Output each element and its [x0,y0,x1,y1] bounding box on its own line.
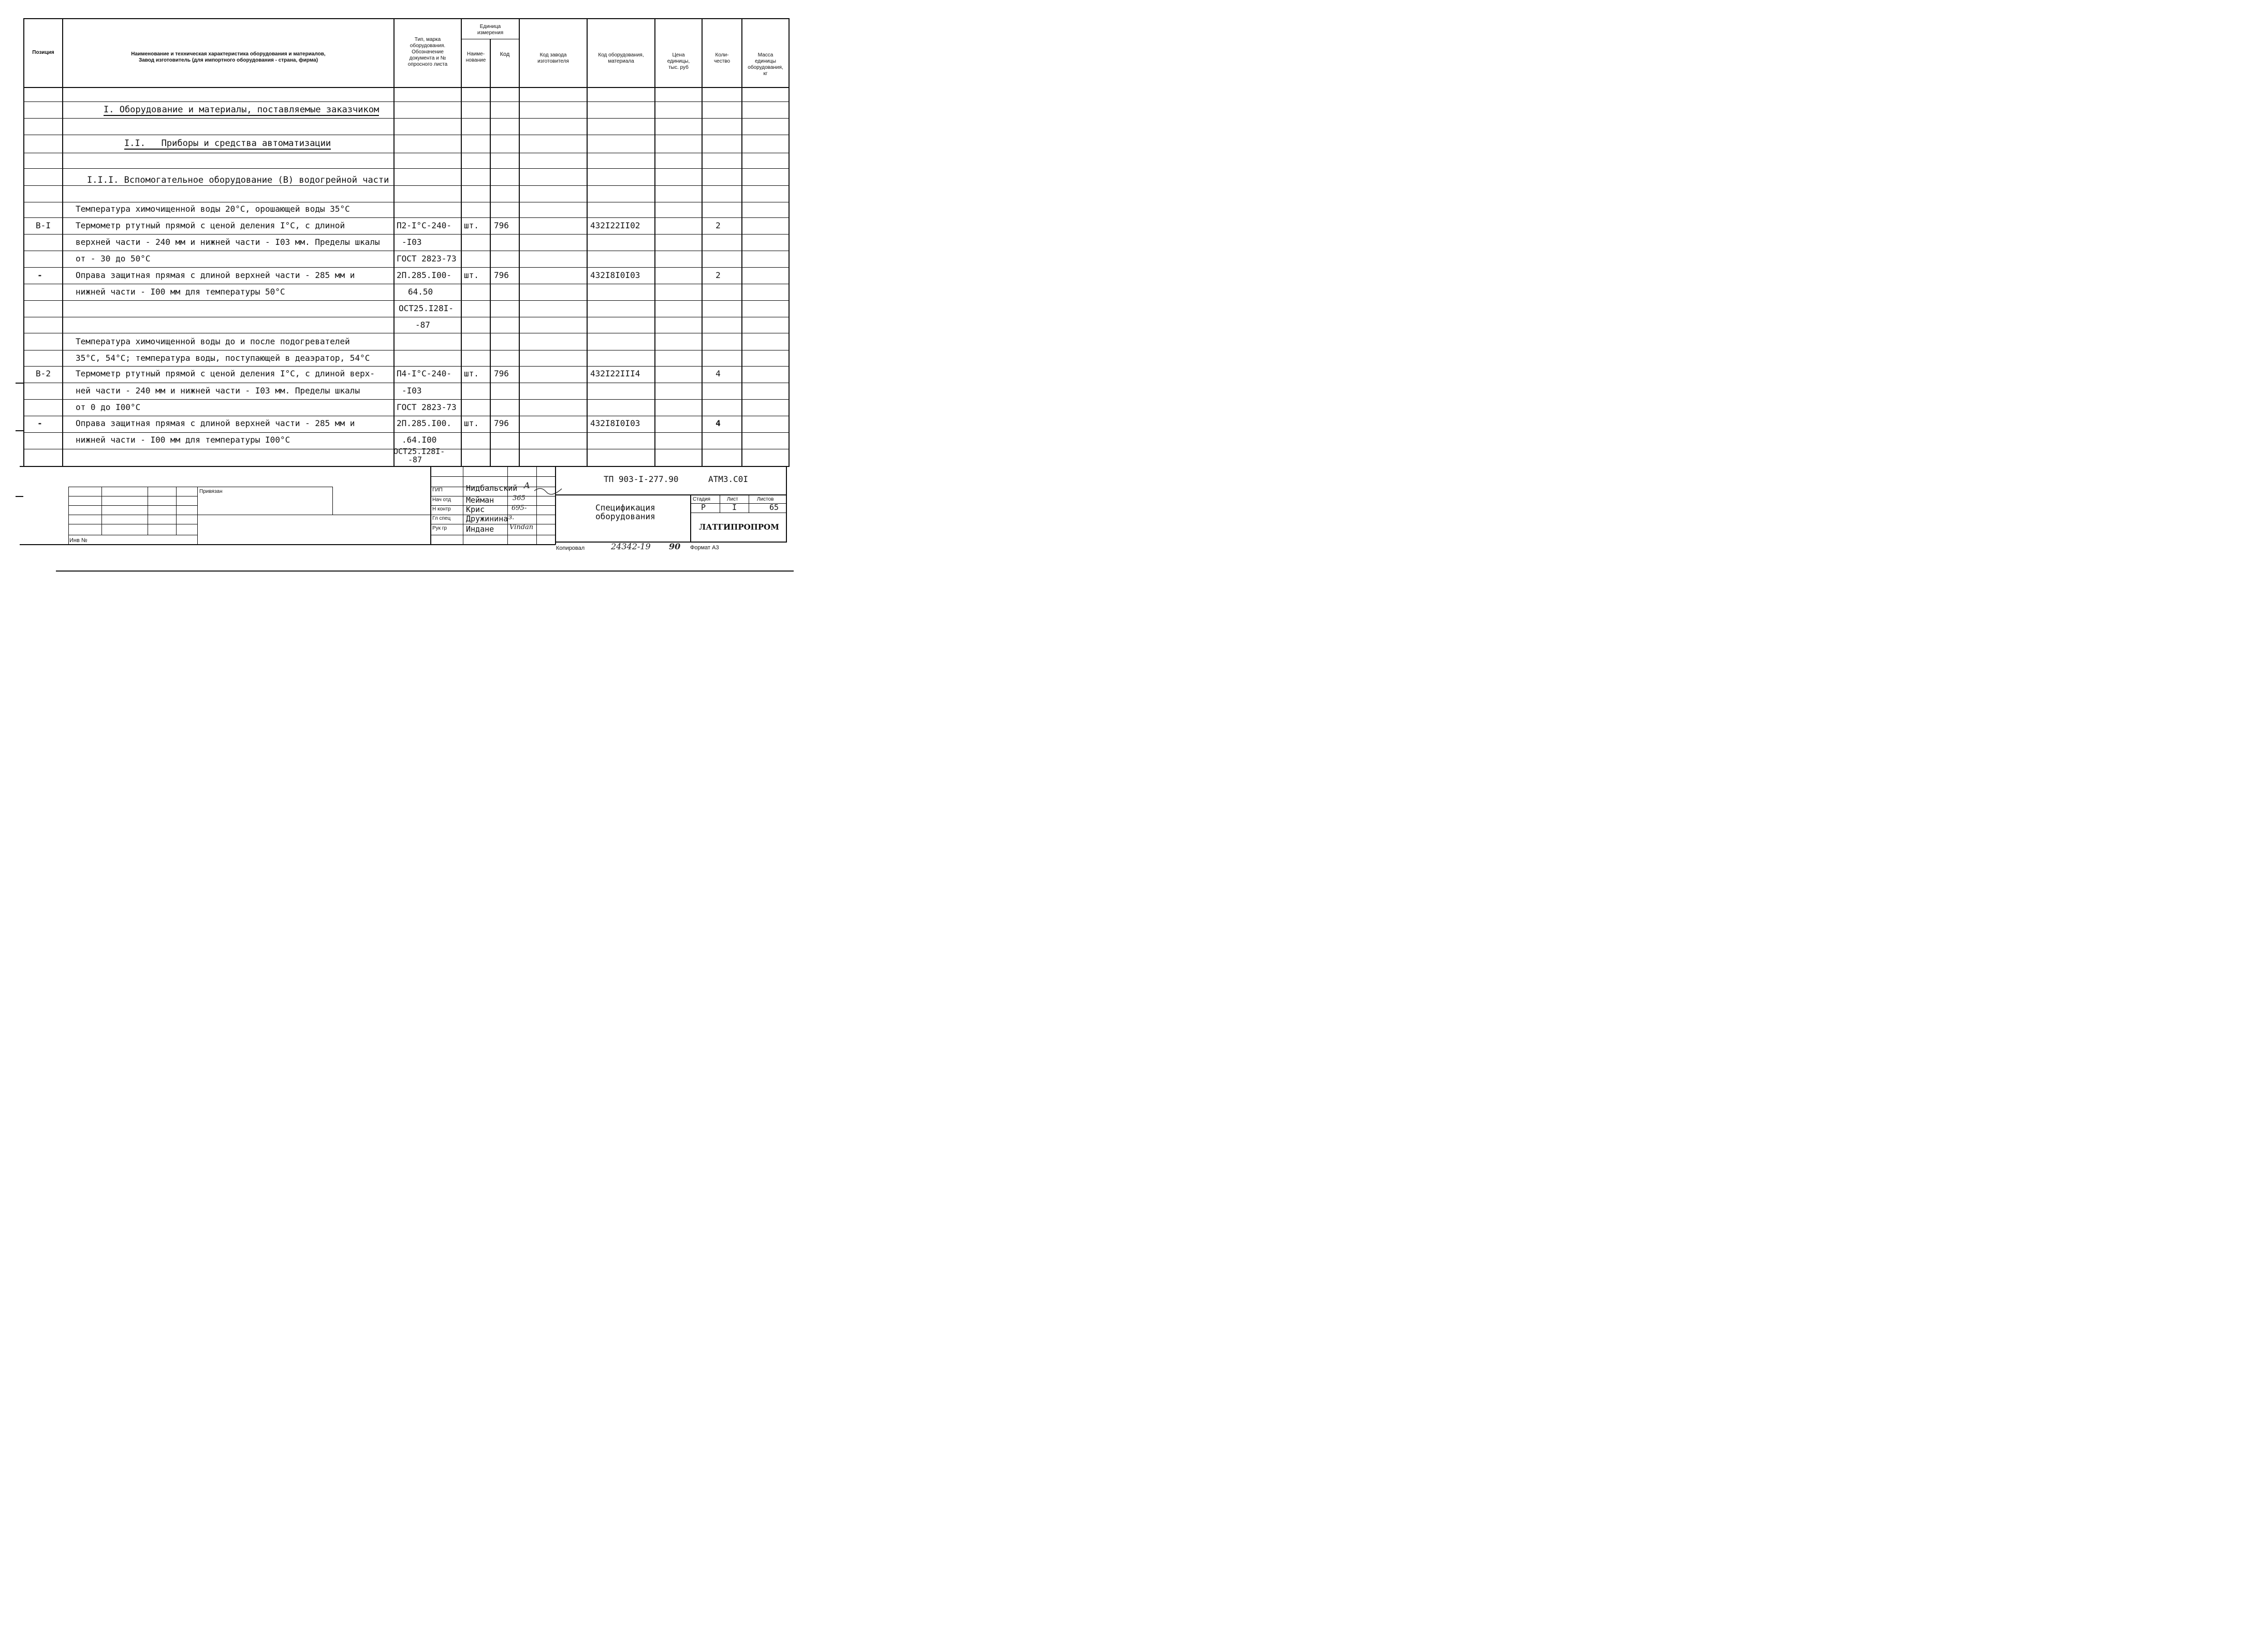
row-name: ней части - 240 мм и нижней части - I03 мм. Пределы шкалы [76,386,360,396]
paper-format: Формат А3 [690,545,719,551]
inventory-label: Инв № [69,537,87,544]
row-type: ОСТ25.I28I- [393,447,445,456]
sheets-value: 65 [769,503,779,512]
row-name: Термометр ртутный прямой с ценой деления I°C, с длиной [76,221,345,230]
margin-tick [16,430,23,431]
title-block-bottom-border [20,544,556,545]
row-type: -87 [408,455,422,464]
row-type: ГОСТ 2823-73 [397,254,457,264]
row-qty: 4 [716,369,721,378]
row-equip-code: 432I8I0I03 [590,270,640,280]
sheet-label: Лист [727,496,738,502]
organization: ЛАТГИПРОПРОМ [699,522,779,532]
row-code: 796 [494,418,509,428]
row-name: от - 30 до 50°C [76,254,151,264]
copy-year: 90 [669,542,681,551]
margin-tick [16,383,23,384]
doc-code: ТП 903-I-277.90 [604,474,679,484]
signature: з. [508,514,515,521]
row-note: Температура химочищенной воды 20°C, орошающей воды 35°C [76,204,350,214]
header-bottom-border [23,87,790,88]
signature: Vindan [509,523,534,531]
section-title-1-1-1: I.I.I. Вспомогательное оборудование (В) водогрейной части [87,175,389,185]
header-unit-code: Код [500,51,510,57]
header-type: Тип, марка оборудования. Обозначение документа и № опросного листа [407,37,448,67]
row-position: - [37,270,42,280]
header-qty: Коли- чество [713,52,731,64]
row-position: - [37,418,42,428]
signer-name: Мейман [466,495,494,505]
signer-name: Дружинина [466,514,508,523]
signature: 695- [512,504,527,512]
row-equip-code: 432I22II02 [590,221,640,230]
stage-label: Стадия [693,496,711,502]
row-type: 2П.285.I00. [397,418,451,428]
stage-value: Р [701,503,706,512]
row-name: верхней части - 240 мм и нижней части - I03 мм. Пределы шкалы [76,237,380,247]
role-gip: ГИП [432,487,443,493]
signer-name: Крис [466,505,485,514]
row-name: Термометр ртутный прямой с ценой деления I°C, с длиной верх- [76,369,375,378]
row-unit: шт. [464,270,479,280]
row-note: Температура химочищенной воды до и после подогревателей [76,337,350,346]
row-note: 35°C, 54°C; температура воды, поступающей в деаэратор, 54°C [76,353,370,363]
row-type: -I03 [402,237,422,247]
row-type: -I03 [402,386,422,396]
row-position: В-I [36,221,51,230]
copied-label: Копировал [556,545,585,551]
row-equip-code: 432I22III4 [590,369,640,378]
role-ruk-gr: Рук гр [432,525,447,531]
margin-tick [16,496,23,497]
row-position: В-2 [36,369,51,378]
row-name: Оправа защитная прямая с длиной верхней части - 285 мм и [76,418,355,428]
row-name: Оправа защитная прямая с длиной верхней части - 285 мм и [76,270,355,280]
header-unit-name: Наиме- нование [465,51,486,63]
row-type: 2П.285.I00- [397,270,451,280]
row-name: от 0 до I00°C [76,402,141,412]
row-equip-code: 432I8I0I03 [590,418,640,428]
row-code: 796 [494,369,509,378]
header-position: Позиция [32,50,54,55]
row-type: ОСТ25.I28I- [399,303,454,313]
row-qty: 2 [716,221,721,230]
header-equip-code: Код оборудования, материала [598,52,644,64]
row-name: нижней части - I00 мм для температуры 50°C [76,287,285,297]
row-name: нижней части - I00 мм для температуры I00°C [76,435,290,445]
signature: 365 [513,494,525,502]
signer-name: Нидбальский [466,484,518,493]
sheets-label: Листов [757,496,774,502]
row-type: 64.50 [408,287,433,297]
sheet-value: I [732,503,737,512]
page-bottom-line [56,571,794,572]
row-type: ГОСТ 2823-73 [397,402,457,412]
role-n-kontr: Н контр [432,506,451,512]
row-unit: шт. [464,221,479,230]
row-qty: 4 [716,418,721,428]
header-mass: Масса единицы оборудования, кг [748,52,783,77]
signer-name: Индане [466,524,494,534]
row-code: 796 [494,221,509,230]
table-top-border [23,18,790,19]
section-title-1: I. Оборудование и материалы, поставляемые заказчиком [104,105,379,115]
row-type: П4-I°C-240- [397,369,451,378]
role-gl-spec: Гл спец [432,516,451,521]
sheet-code: АТМЗ.С0I [708,474,749,484]
row-unit: шт. [464,418,479,428]
section-title-1-1: I.I. Приборы и средства автоматизации [124,138,331,149]
row-type: .64.I00 [402,435,437,445]
row-qty: 2 [716,270,721,280]
header-name-line2: Завод изготовитель (для импортного оборудования - страна, фирма) [138,57,318,63]
header-maker-code: Код завода изготовителя [537,52,569,64]
header-unit-group: Единица измерения [477,24,504,36]
header-price: Цена единицы, тыс. руб [667,52,690,70]
signature: A [524,480,530,490]
header-name-line1: Наименование и техническая характеристика оборудования и материалов, [131,51,326,57]
row-unit: шт. [464,369,479,378]
table-bottom-border [20,466,790,467]
row-type: -87 [415,320,430,330]
doc-title: Спецификация оборудования [595,503,655,521]
privyazan-label: Привязан [199,489,223,494]
copy-number: 24342-19 [611,542,651,551]
row-code: 796 [494,270,509,280]
row-type: П2-I°C-240- [397,221,451,230]
role-nach-otd: Нач отд [432,497,451,503]
